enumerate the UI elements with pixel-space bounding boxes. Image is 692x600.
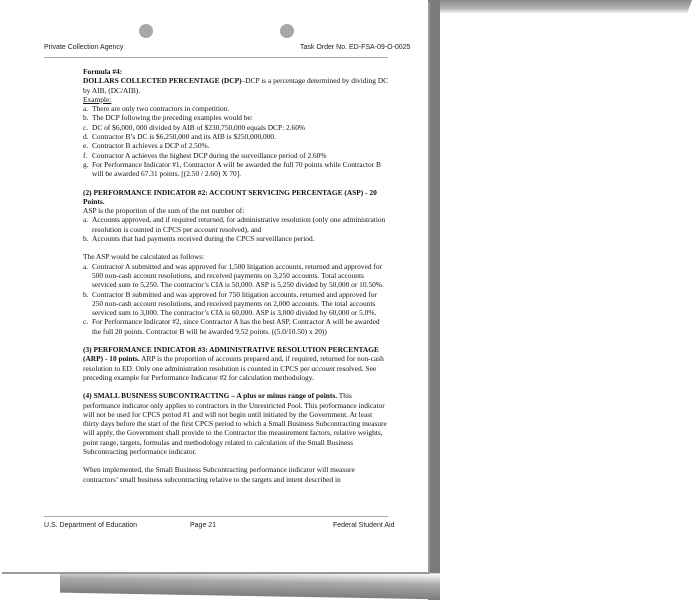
- list-item: [83, 290, 389, 318]
- list-marker: b.: [83, 113, 89, 123]
- list-item: [83, 132, 389, 141]
- list-item: [83, 151, 389, 160]
- page-shadow-right: [428, 0, 440, 600]
- list-text: Accounts that had payments received during the CPCS surveillance period.: [92, 234, 315, 244]
- list-item: [83, 113, 389, 122]
- list-text: [92, 215, 389, 234]
- header-left: Private Collection Agency: [44, 44, 124, 51]
- punch-hole-right: [280, 24, 294, 38]
- pi2-intro: ASP is the proportion of the sum of the net number of:: [83, 206, 245, 216]
- list-item: [83, 123, 389, 132]
- formula-title: DOLLARS COLLECTED PERCENTAGE (DCP): [83, 76, 242, 86]
- list-item: [83, 215, 389, 234]
- list-marker: d.: [83, 132, 89, 142]
- list-text-italic: account: [194, 224, 218, 234]
- header-right: Task Order No. ED-FSA-09-O-0025: [300, 44, 411, 51]
- footer-rule: [44, 516, 388, 517]
- footer-right: Federal Student Aid: [333, 522, 395, 529]
- list-marker: a.: [83, 215, 89, 225]
- pi2-heading: (2) PERFORMANCE INDICATOR #2: ACCOUNT SERVICING PERCENTAGE (ASP) - 20 Points.: [83, 187, 377, 206]
- list-item: [83, 160, 389, 179]
- pi2-calc-intro: The ASP would be calculated as follows:: [83, 252, 205, 262]
- list-marker: e.: [83, 141, 89, 151]
- list-item: [83, 262, 389, 290]
- list-text: Contractor B submitted and was approved for 750 litigation accounts, returned and approved for 250 non-cash account resolutions, and received payments on 2,000 accounts. The total accounts serviced sum to 3,000. The contractor’s CIA is 60,000. ASP is 3,000 divided by 60,000 or 5.0%.: [92, 289, 377, 318]
- list-text: There are only two contractors in competition.: [92, 104, 230, 114]
- pi3-heading: (3) PERFORMANCE INDICATOR #3: ADMINISTRATIVE RESOLUTION PERCENTAGE (ARP) - 10 points.: [83, 345, 379, 364]
- sb-heading: (4) SMALL BUSINESS SUBCONTRACTING – A plus or minus range of points.: [83, 391, 338, 401]
- list-text-part: resolved), and: [217, 224, 262, 234]
- formula-list: [83, 104, 389, 178]
- list-marker: f.: [83, 150, 88, 160]
- list-text: Contractor A submitted and was approved for 1,500 litigation accounts, returned and approved for 500 non-cash account resolutions, and received payments on 3,250 accounts. Total accounts serviced sum to 5,250. The contractor’s CIA is 50,000. ASP is 5,250 divided by 50,000 or 10.50%.: [92, 261, 384, 290]
- list-text: The DCP following the preceding examples would be:: [92, 113, 253, 123]
- pi3-text-italic: account: [311, 363, 335, 373]
- list-marker: b.: [83, 289, 89, 299]
- list-text: For Performance Indicator #1, Contractor A will be awarded the full 70 points while Contractor B will be awarded 67.31 points. [(2.50 / 2.60) X 70].: [92, 159, 381, 179]
- sb-paragraph: [83, 391, 389, 456]
- sb-text: This performance indicator only applies to contractors in the Unrestricted Pool. This performance indicator will not be used for CPCS period #1 and will not begin until initiated by the Government. At least thirty days before the start of the first CPCS period to which a Small Business Subcontracting measure will apply, the Government shall provide to the Contractor the measurement factors, relative weights, point range, targets, formulas and methodology related to calculation of the Small Business Subcontracting performance indicator.: [83, 391, 387, 456]
- list-marker: c.: [83, 122, 89, 132]
- page-body: [83, 67, 389, 484]
- list-text: DC of $6,000, 000 divided by AIB of $230,750,000 equals DCP: 2.60%: [92, 122, 306, 132]
- example-label: Example:: [83, 94, 112, 104]
- header-rule: [44, 57, 388, 58]
- list-text: Contractor A achieves the highest DCP during the surveillance period of 2.60%: [92, 150, 327, 160]
- formula-label: Formula #4:: [83, 67, 123, 76]
- list-marker: a.: [83, 261, 89, 271]
- list-text: Contractor B achieves a DCP of 2.50%.: [92, 141, 210, 151]
- pi3-text-after: resolved. See preceding example for Performance Indicator #2 for calculation methodology.: [83, 363, 377, 382]
- footer-left: U.S. Department of Education: [44, 522, 137, 529]
- punch-hole-left: [139, 24, 153, 38]
- list-marker: a.: [83, 104, 89, 114]
- footer-page-number: Page 21: [190, 522, 217, 529]
- formula-title-rest: –DCP is a percentage determined by dividing DC by AIB, (DC/AIB).: [83, 76, 389, 95]
- sb-closing: When implemented, the Small Business Subcontracting performance indicator will measure contractors’ small business subcontracting relative to the targets and intent described in: [83, 465, 355, 484]
- list-item: [83, 104, 389, 113]
- list-text-part: Accounts approved, and if required returned, for administrative resolution (only one administration resolution is counted in CPCS per: [92, 215, 386, 234]
- list-marker: b.: [83, 234, 89, 244]
- pi3-text: ARP is the proportion of accounts prepared and, if required, returned for non-cash resolution to ED. Only one administration resolution is counted in CPCS per: [83, 354, 384, 373]
- pi3-paragraph: [83, 345, 389, 382]
- list-item: [83, 234, 389, 243]
- list-text: Contractor B’s DC is $6,250,000 and its AIB is $250,000,000.: [92, 132, 276, 142]
- formula-title-paragraph: [83, 76, 389, 95]
- list-text: For Performance Indicator #2, since Contractor A has the best ASP, Contractor A will be awarded the full 20 points. Contractor B will be awarded 9.52 points. ((5.0/10.50) x 20)): [92, 317, 380, 336]
- list-item: [83, 317, 389, 336]
- list-marker: c.: [83, 317, 89, 327]
- list-marker: g.: [83, 159, 89, 169]
- list-item: [83, 141, 389, 150]
